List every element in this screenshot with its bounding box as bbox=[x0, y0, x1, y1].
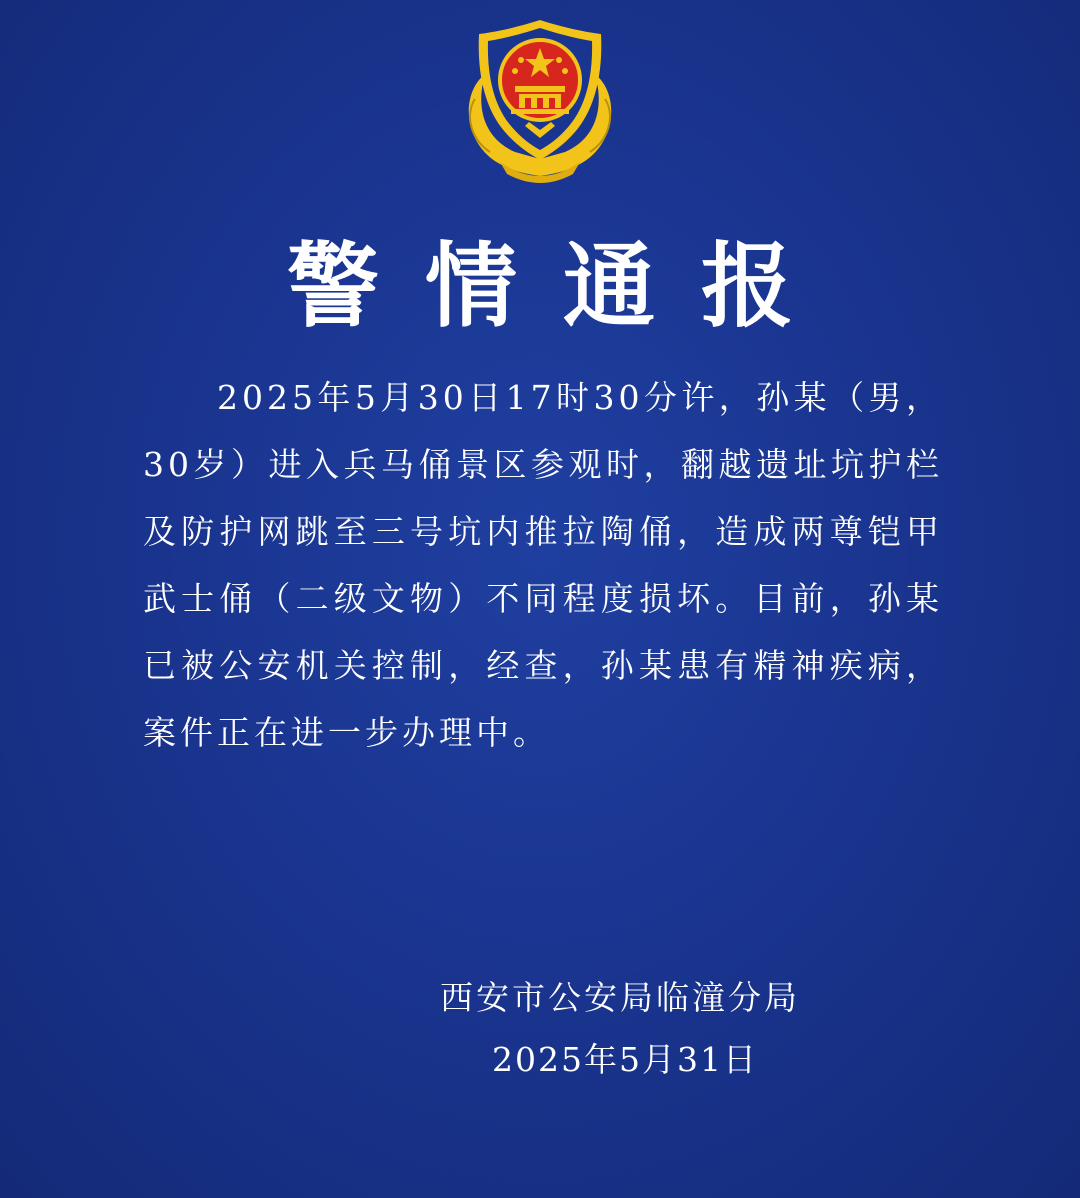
issuer-name: 西安市公安局临潼分局 bbox=[440, 978, 800, 1017]
police-emblem-icon bbox=[455, 14, 625, 188]
issue-date: 2025年5月31日 bbox=[492, 1040, 758, 1079]
notice-title: 警情通报 bbox=[286, 233, 839, 340]
notice-body: 2025年5月30日17时30分许，孙某（男，30岁）进入兵马俑景区参观时，翻越遗址坑护栏及防护网跳至三号坑内推拉陶俑，造成两尊铠甲武士俑（二级文物）不同程度损坏。目前，孙某已被公安机关控制，经查，孙某患有精神疾病，案件正在进一步办理中。 bbox=[143, 378, 943, 752]
